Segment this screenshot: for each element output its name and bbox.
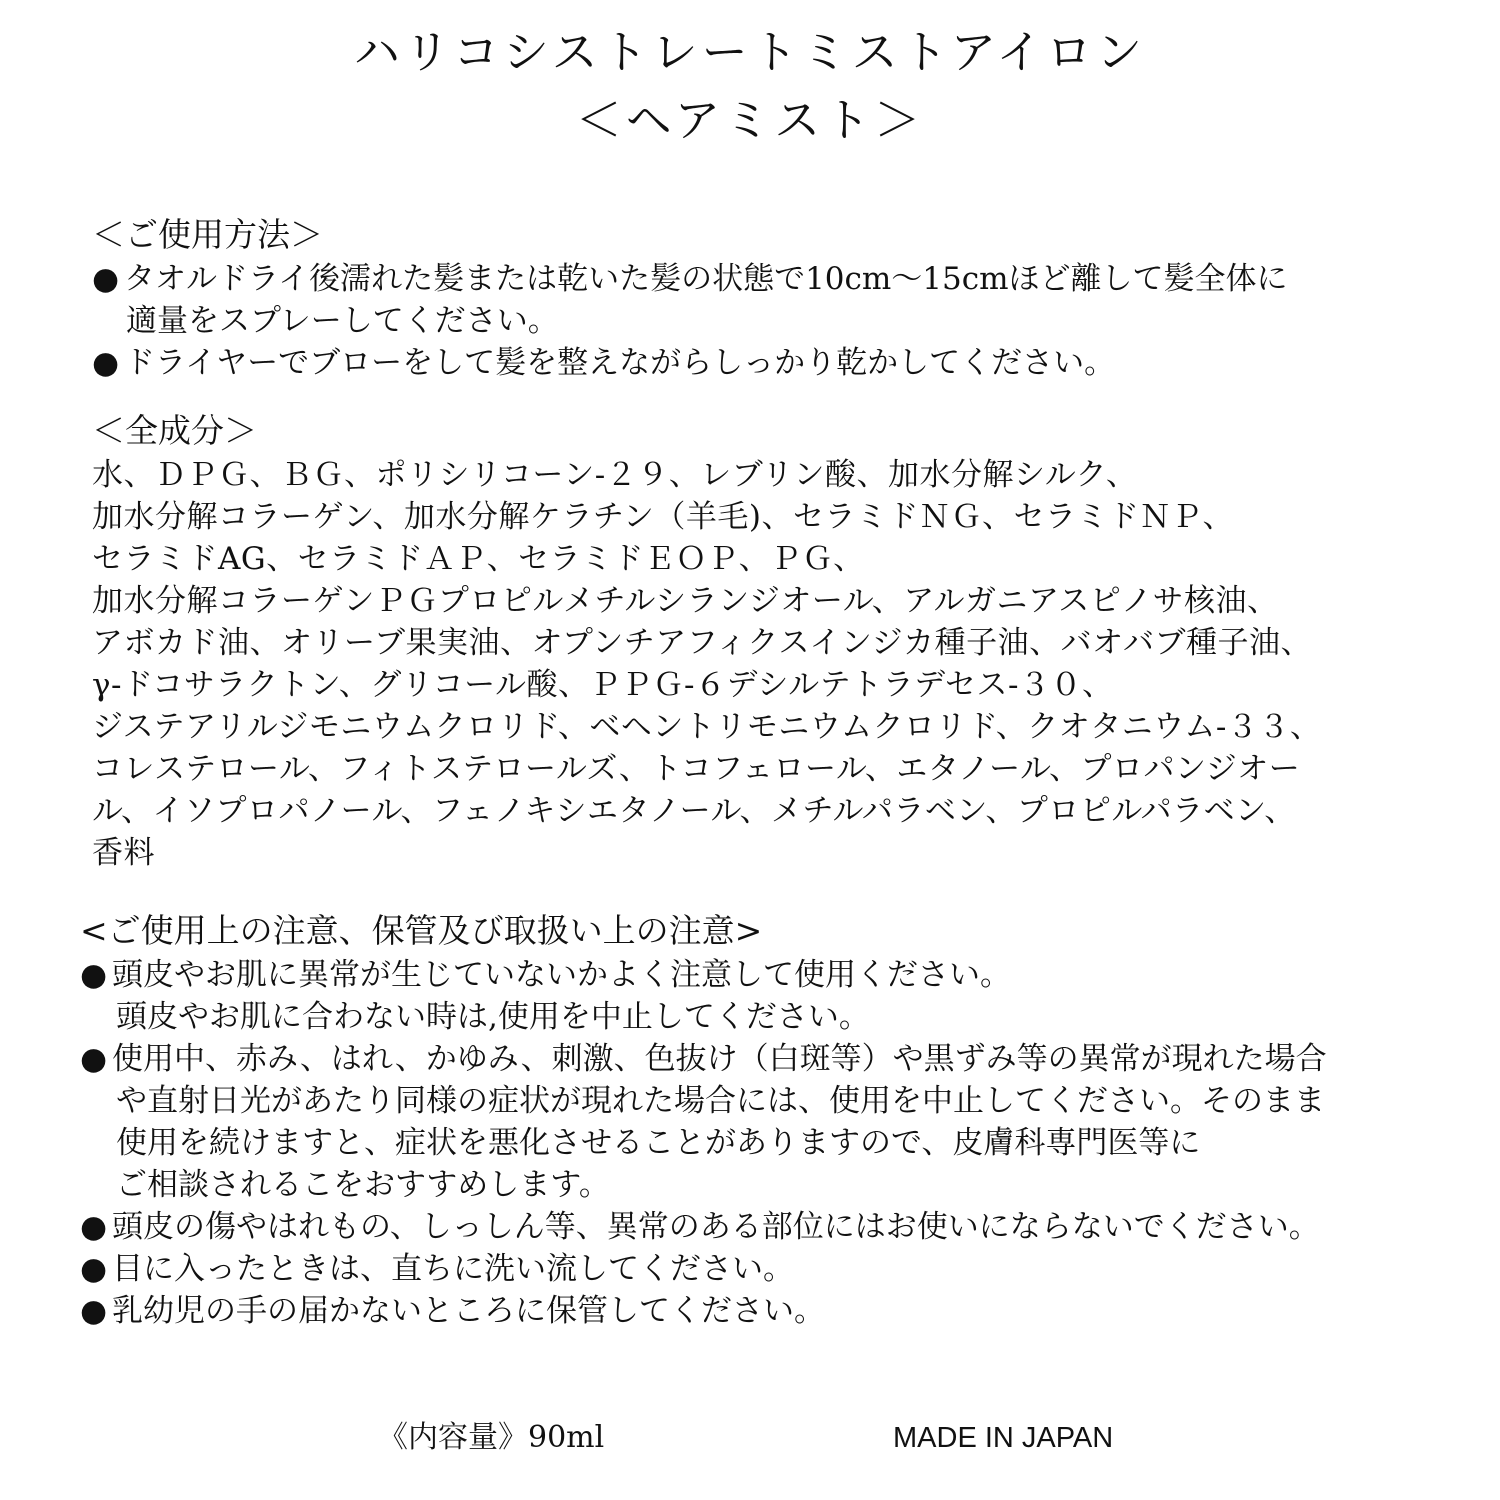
- caution-item-4: [80, 1248, 1450, 1290]
- bullet-icon: ●: [80, 957, 108, 993]
- cautions-section: [80, 908, 1450, 1332]
- ingredients-line: アボカド油、オリーブ果実油、オプンチアフィクスインジカ種子油、バオバブ種子油、: [92, 625, 1312, 661]
- ingredients-line: 加水分解コラーゲン、加水分解ケラチン（羊毛)、セラミドＮＧ、セラミドＮＰ、: [92, 499, 1234, 535]
- caution-item-5: [80, 1290, 1450, 1332]
- caution-item-2: [80, 1038, 1450, 1080]
- product-title: ハリコシストレートミストアイロン: [353, 25, 1147, 79]
- usage-heading: ＜ご使用方法＞: [92, 215, 323, 254]
- ingredients-heading: ＜全成分＞: [92, 411, 257, 450]
- caution-item-2-continuation: や直射日光があたり同様の症状が現れた場合には、使用を中止してください。そのまま: [116, 1083, 1325, 1119]
- bullet-icon: ●: [80, 1293, 108, 1329]
- usage-item-1: [92, 258, 1462, 300]
- bullet-icon: ●: [80, 1209, 108, 1245]
- caution-item-1-continuation: 頭皮やお肌に合わない時は,使用を中止してください。: [116, 999, 870, 1035]
- cautions-heading: <ご使用上の注意、保管及び取扱い上の注意>: [80, 911, 763, 950]
- caution-item-4-text: 目に入ったときは、直ちに洗い流してください。: [112, 1251, 794, 1287]
- content-volume: 《内容量》90ml: [378, 1420, 605, 1455]
- ingredients-line: 水、ＤＰＧ、ＢＧ、ポリシリコーン-２９、レブリン酸、加水分解シルク、: [92, 457, 1138, 493]
- caution-item-1-text: 頭皮やお肌に異常が生じていないかよく注意して使用ください。: [112, 957, 1011, 993]
- caution-item-3-text: 頭皮の傷やはれもの、しっしん等、異常のある部位にはお使いにならないでください。: [112, 1209, 1320, 1245]
- made-in-label: MADE IN JAPAN: [893, 1422, 1114, 1454]
- caution-item-5-text: 乳幼児の手の届かないところに保管してください。: [112, 1293, 825, 1329]
- caution-item-2-continuation: ご相談されるこをおすすめします。: [116, 1167, 610, 1203]
- bullet-icon: ●: [92, 345, 120, 381]
- caution-item-2-continuation: 使用を続けますと、症状を悪化させることがありますので、皮膚科専門医等に: [116, 1125, 1201, 1161]
- usage-item-2-text: ドライヤーでブローをして髪を整えながらしっかり乾かしてください。: [124, 345, 1116, 381]
- product-subtitle: ＜ヘアミスト＞: [575, 93, 925, 147]
- caution-item-1: [80, 954, 1450, 996]
- ingredients-line: 香料: [92, 835, 155, 871]
- ingredients-line: ジステアリルジモニウムクロリド、ベヘントリモニウムクロリド、クオタニウム-３３、: [92, 709, 1322, 745]
- ingredients-line: セラミドAG、セラミドＡＰ、セラミドＥＯＰ、ＰＧ、: [92, 541, 865, 577]
- usage-item-1-continuation: 適量をスプレーしてください。: [126, 303, 559, 339]
- ingredients-line: ル、イソプロパノール、フェノキシエタノール、メチルパラベン、プロピルパラベン、: [92, 793, 1296, 829]
- ingredients-section: [92, 408, 1462, 874]
- bullet-icon: ●: [80, 1251, 108, 1287]
- usage-item-1-text: タオルドライ後濡れた髪または乾いた髪の状態で10cm〜15cmほど離して髪全体に: [124, 261, 1288, 297]
- usage-section: [92, 212, 1462, 384]
- caution-item-2-text: 使用中、赤み、はれ、かゆみ、刺激、色抜け（白斑等）や黒ずみ等の異常が現れた場合: [112, 1041, 1327, 1077]
- bullet-icon: ●: [92, 261, 120, 297]
- ingredients-line: 加水分解コラーゲンＰＧプロピルメチルシランジオール、アルガニアスピノサ核油、: [92, 583, 1279, 619]
- ingredients-line: γ-ドコサラクトン、グリコール酸、ＰＰＧ-６デシルテトラデセス-３０、: [92, 667, 1114, 703]
- bullet-icon: ●: [80, 1041, 108, 1077]
- usage-item-2: [92, 342, 1462, 384]
- caution-item-3: [80, 1206, 1450, 1248]
- ingredients-line: コレステロール、フィトステロールズ、トコフェロール、エタノール、プロパンジオー: [92, 751, 1301, 787]
